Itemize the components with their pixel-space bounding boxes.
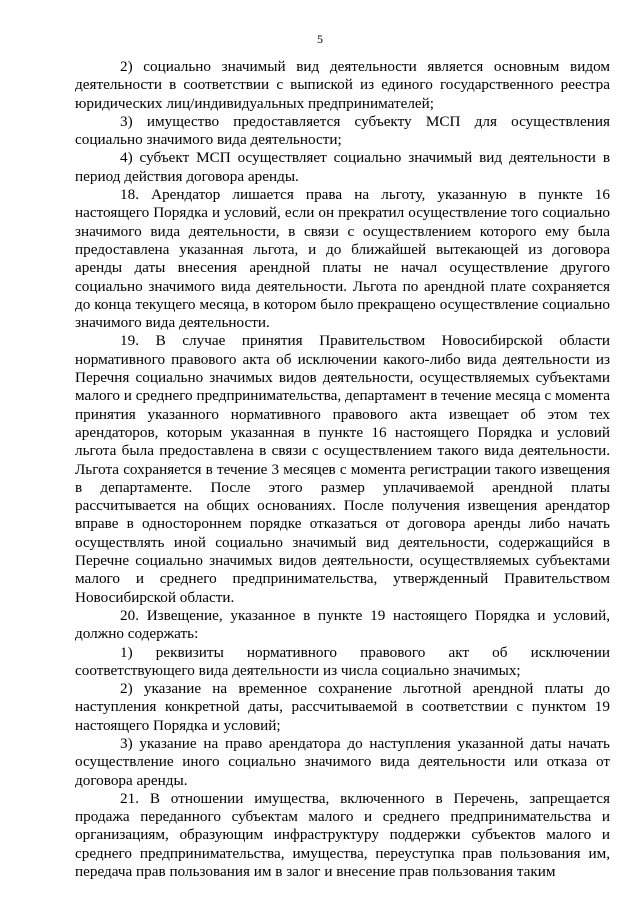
page-number: 5 [317, 32, 323, 46]
paragraph-clause-20-item-3: 3) указание на право арендатора до наступления указанной даты начать осуществление иного социально значимого вида деятельности или отказа от договора аренды. [75, 734, 610, 789]
document-body [75, 58, 610, 881]
paragraph-clause-20-item-2: 2) указание на временное сохранение льготной арендной платы до наступления конкретной даты, рассчитываемой в соответствии с пунктом 19 настоящего Порядка и условий; [75, 680, 610, 734]
paragraph-clause-21: 21. В отношении имущества, включенного в Перечень, запрещается продажа переданного субъектам малого и среднего предпринимательства и организациям, образующим инфраструктуру поддержки субъектов малого и среднего предпринимательства, имущества, переуступка прав пользования им, передача прав пользования им в залог и внесение прав пользования таким [75, 789, 610, 881]
paragraph-item-4-activity-during-lease: 4) субъект МСП осуществляет социально значимый вид деятельности в период действия договора аренды. [75, 149, 610, 185]
paragraph-clause-19: 19. В случае принятия Правительством Новосибирской области нормативного правового акта об исключении какого-либо вида деятельности из Перечня социально значимых видов деятельности, осуществляемых субъектами малого и среднего предпринимательства, департамент в течение месяца с момента принятия указанного нормативного правового акта извещает об этом тех арендаторов, которым указанная в пункте 16 настоящего Порядка и условий льгота была предоставлена в связи с осуществлением такого вида деятельности. Льгота сохраняется в течение 3 месяцев с момента регистрации такого извещения в департаменте. После этого размер уплачиваемой арендной платы рассчитывается на общих основаниях. После получения извещения арендатор вправе в одностороннем порядке отказаться от договора аренды либо начать осуществлять иной социально значимый вид деятельности, содержащийся в Перечне социально значимых видов деятельности, осуществляемых субъектами малого и среднего предпринимательства, утвержденный Правительством Новосибирской области. [75, 332, 610, 606]
paragraph-clause-20: 20. Извещение, указанное в пункте 19 настоящего Порядка и условий, должно содержать: [75, 606, 610, 643]
paragraph-item-3-property-provided: 3) имущество предоставляется субъекту МСП для осуществления социально значимого вида деятельности; [75, 112, 610, 149]
paragraph-item-2-social-activity: 2) социально значимый вид деятельности является основным видом деятельности в соответствии с выпиской из единого государственного реестра юридических лиц/индивидуальных предпринимателей; [75, 58, 610, 112]
paragraph-clause-20-item-1: 1) реквизиты нормативного правового акт об исключении соответствующего вида деятельности из числа социально значимых; [75, 643, 610, 679]
paragraph-clause-18: 18. Арендатор лишается права на льготу, указанную в пункте 16 настоящего Порядка и условий, если он прекратил осуществление того социально значимого вида деятельности, в связи с осуществлением которого ему была предоставлена указанная льгота, и до ближайшей вытекающей из договора аренды даты внесения арендной платы не начал осуществление другого социально значимого вида деятельности. Льгота по арендной плате сохраняется до конца текущего месяца, в котором было прекращено осуществление социально значимого вида деятельности. [75, 186, 610, 332]
